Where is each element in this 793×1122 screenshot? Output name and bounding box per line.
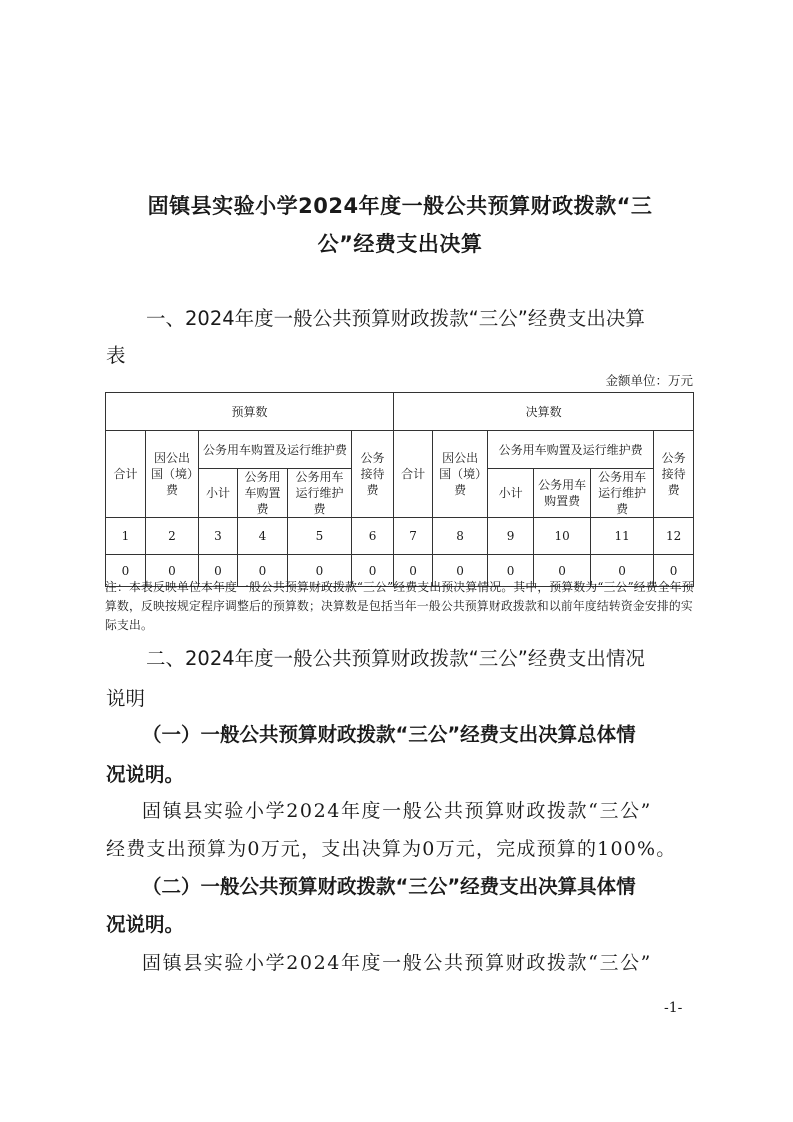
subsection1-heading-line2: 况说明。 xyxy=(106,763,185,786)
final-group-header: 决算数 xyxy=(394,393,694,431)
section2-heading-line1: 二、2024年度一般公共预算财政拨款“三公”经费支出情况 xyxy=(146,647,645,670)
document-title-line1: 固镇县实验小学2024年度一般公共预算财政拨款“三 xyxy=(147,194,653,218)
value-cell: 0 xyxy=(591,555,654,587)
value-cell: 0 xyxy=(106,555,146,587)
group-header-row xyxy=(106,393,694,431)
budget-overseas-header: 因公出国（境）费 xyxy=(146,431,199,518)
final-total-header: 合计 xyxy=(394,431,433,518)
index-cell: 8 xyxy=(433,518,488,555)
budget-reception-header: 公务接待费 xyxy=(352,431,394,518)
value-cell: 0 xyxy=(199,555,238,587)
budget-subtotal-header: 小计 xyxy=(199,469,238,518)
budget-group-header: 预算数 xyxy=(106,393,394,431)
table-note: 注：本表反映单位本年度一般公共预算财政拨款“三公”经费支出预决算情况。其中，预算数为“三公”经费全年预算数，反映按规定程序调整后的预算数；决算数是包括当年一般公共预算财政拨款和以前年度结转资金安排的实际支出。 xyxy=(105,580,694,632)
budget-vehicle-purchase-header: 公务用车购置费 xyxy=(238,469,288,518)
section1-heading-line2: 表 xyxy=(106,344,126,367)
final-vehicle-purchase-header: 公务用车购置费 xyxy=(534,469,591,518)
index-cell: 2 xyxy=(146,518,199,555)
subsection2-heading-line1: （二）一般公共预算财政拨款“三公”经费支出决算具体情 xyxy=(142,875,636,898)
budget-vehicle-operation-header: 公务用车运行维护费 xyxy=(288,469,352,518)
paragraph2-line1: 固镇县实验小学2024年度一般公共预算财政拨款“三公” xyxy=(142,952,652,974)
section1-heading-line1: 一、2024年度一般公共预算财政拨款“三公”经费支出决算 xyxy=(146,307,645,330)
final-vehicle-operation-header: 公务用车运行维护费 xyxy=(591,469,654,518)
subsection1-heading-line1: （一）一般公共预算财政拨款“三公”经费支出决算总体情 xyxy=(142,723,636,746)
value-cell: 0 xyxy=(654,555,694,587)
value-cell: 0 xyxy=(288,555,352,587)
index-cell: 5 xyxy=(288,518,352,555)
index-cell: 10 xyxy=(534,518,591,555)
index-cell: 11 xyxy=(591,518,654,555)
paragraph1-line1: 固镇县实验小学2024年度一般公共预算财政拨款“三公” xyxy=(142,800,652,822)
index-cell: 3 xyxy=(199,518,238,555)
value-cell: 0 xyxy=(534,555,591,587)
unit-label: 金额单位：万元 xyxy=(605,373,693,388)
three-public-expenses-table xyxy=(105,392,694,587)
value-cell: 0 xyxy=(433,555,488,587)
subsection2-heading-line2: 况说明。 xyxy=(106,913,185,936)
value-cell: 0 xyxy=(488,555,534,587)
document-title-line2: 公”经费支出决算 xyxy=(317,232,483,256)
value-cell: 0 xyxy=(394,555,433,587)
final-reception-header: 公务接待费 xyxy=(654,431,694,518)
budget-vehicle-group-header: 公务用车购置及运行维护费 xyxy=(199,431,352,469)
index-cell: 4 xyxy=(238,518,288,555)
value-cell: 0 xyxy=(146,555,199,587)
index-cell: 9 xyxy=(488,518,534,555)
value-cell: 0 xyxy=(238,555,288,587)
budget-total-header: 合计 xyxy=(106,431,146,518)
index-cell: 1 xyxy=(106,518,146,555)
page-number: -1- xyxy=(664,1000,683,1016)
value-cell: 0 xyxy=(352,555,394,587)
column-header-row xyxy=(106,431,694,469)
final-overseas-header: 因公出国（境）费 xyxy=(433,431,488,518)
index-cell: 12 xyxy=(654,518,694,555)
index-cell: 6 xyxy=(352,518,394,555)
paragraph1-line2: 经费支出预算为0万元，支出决算为0万元，完成预算的100%。 xyxy=(106,838,677,860)
final-subtotal-header: 小计 xyxy=(488,469,534,518)
index-row xyxy=(106,518,694,555)
index-cell: 7 xyxy=(394,518,433,555)
section2-heading-line2: 说明 xyxy=(106,687,146,710)
final-vehicle-group-header: 公务用车购置及运行维护费 xyxy=(488,431,654,469)
